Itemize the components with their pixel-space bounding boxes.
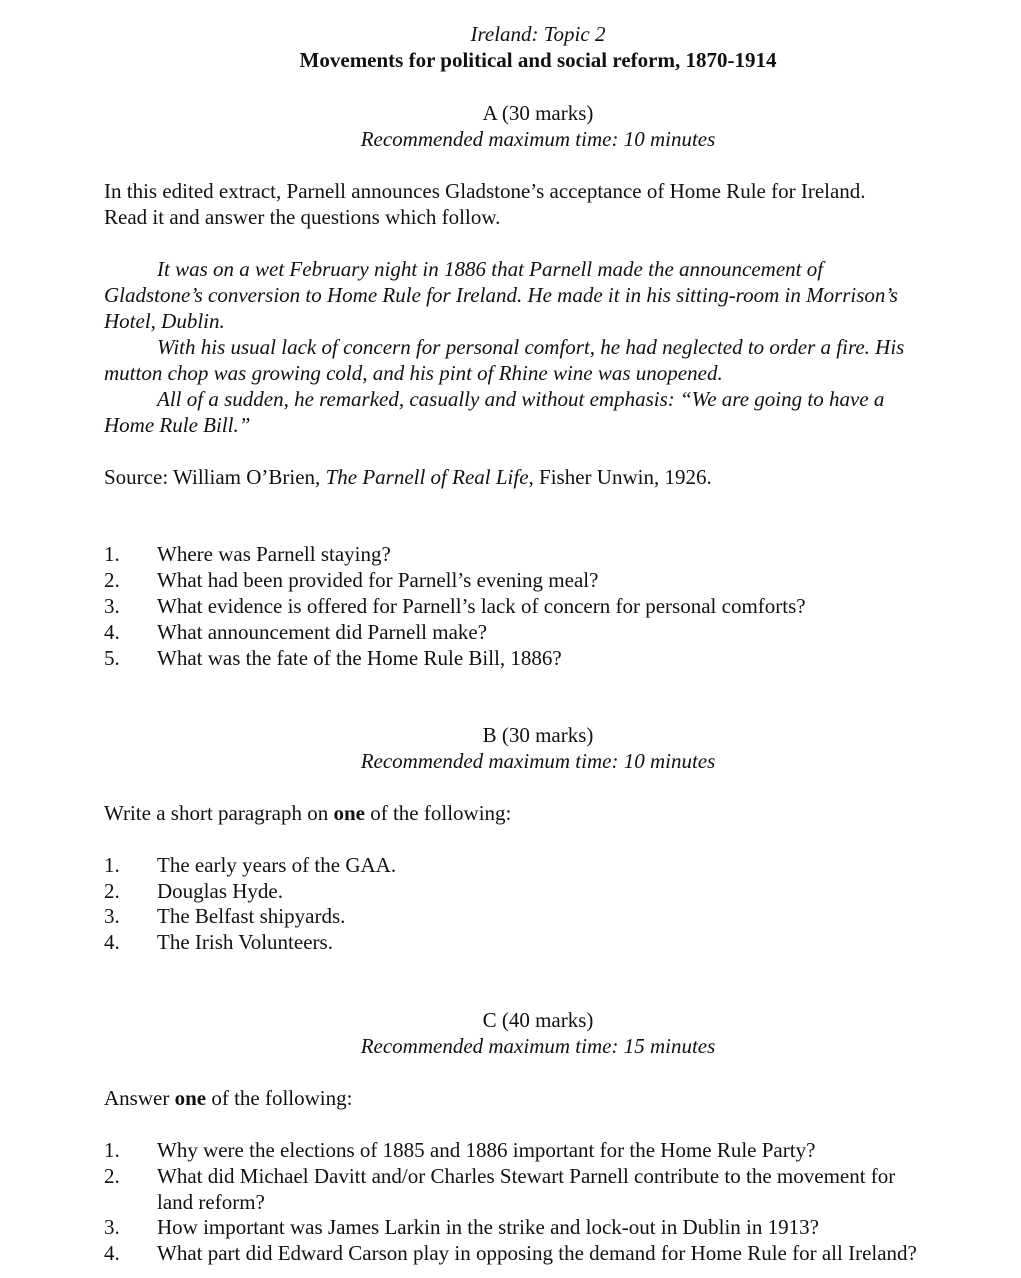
instruction-suffix: of the following: bbox=[211, 1086, 353, 1110]
item-number: 1. bbox=[104, 853, 120, 877]
source-citation bbox=[104, 465, 712, 490]
section-a-time: Recommended maximum time: 10 minutes bbox=[360, 127, 716, 151]
section-b-time: Recommended maximum time: 10 minutes bbox=[360, 749, 716, 773]
instruction-emphasis: one bbox=[333, 801, 365, 825]
page-title: Movements for political and social reform, 1870-1914 bbox=[299, 48, 777, 72]
item-number: 2. bbox=[104, 1164, 120, 1188]
question-number: 1. bbox=[104, 542, 120, 566]
section-b-heading: B (30 marks) bbox=[482, 723, 594, 747]
section-b-instruction bbox=[104, 801, 511, 826]
item-text: What part did Edward Carson play in opposing the demand for Home Rule for all Ireland? bbox=[157, 1241, 917, 1265]
topic-label: Ireland: Topic 2 bbox=[470, 22, 606, 46]
item-text: The Belfast shipyards. bbox=[157, 904, 346, 928]
extract-line: mutton chop was growing cold, and his pint of Rhine wine was unopened. bbox=[104, 361, 723, 385]
extract-line: Gladstone’s conversion to Home Rule for Ireland. He made it in his sitting-room in Morrison’s bbox=[104, 283, 898, 307]
section-c-instruction bbox=[104, 1086, 352, 1111]
item-text-continuation: land reform? bbox=[157, 1190, 265, 1214]
source-prefix: Source: William O’Brien, bbox=[104, 465, 321, 489]
section-a-intro-line2: Read it and answer the questions which follow. bbox=[104, 205, 501, 229]
extract-line: All of a sudden, he remarked, casually and without emphasis: “We are going to have a bbox=[157, 387, 885, 411]
section-c-heading: C (40 marks) bbox=[482, 1008, 594, 1032]
instruction-suffix: of the following: bbox=[370, 801, 512, 825]
source-suffix: Fisher Unwin, 1926. bbox=[539, 465, 712, 489]
item-number: 3. bbox=[104, 904, 120, 928]
question-text: What was the fate of the Home Rule Bill, 1886? bbox=[157, 646, 562, 670]
item-number: 2. bbox=[104, 879, 120, 903]
question-number: 2. bbox=[104, 568, 120, 592]
instruction-prefix: Write a short paragraph on bbox=[104, 801, 329, 825]
instruction-prefix: Answer bbox=[104, 1086, 170, 1110]
section-a-intro-line1: In this edited extract, Parnell announces Gladstone’s acceptance of Home Rule for Ireland. bbox=[104, 179, 866, 203]
instruction-emphasis: one bbox=[174, 1086, 207, 1110]
question-number: 3. bbox=[104, 594, 120, 618]
question-text: What announcement did Parnell make? bbox=[157, 620, 488, 644]
question-text: What had been provided for Parnell’s evening meal? bbox=[157, 568, 599, 592]
item-text: The early years of the GAA. bbox=[157, 853, 397, 877]
extract-line: With his usual lack of concern for personal comfort, he had neglected to order a fire. His bbox=[157, 335, 905, 359]
item-number: 3. bbox=[104, 1215, 120, 1239]
question-number: 5. bbox=[104, 646, 120, 670]
question-number: 4. bbox=[104, 620, 120, 644]
item-number: 4. bbox=[104, 930, 120, 954]
extract-line: It was on a wet February night in 1886 that Parnell made the announcement of bbox=[157, 257, 824, 281]
source-title: The Parnell of Real Life, bbox=[325, 465, 534, 489]
question-text: What evidence is offered for Parnell’s lack of concern for personal comforts? bbox=[157, 594, 806, 618]
item-text: What did Michael Davitt and/or Charles Stewart Parnell contribute to the movement for bbox=[157, 1164, 896, 1188]
item-number: 4. bbox=[104, 1241, 120, 1265]
item-text: Why were the elections of 1885 and 1886 important for the Home Rule Party? bbox=[157, 1138, 816, 1162]
section-a-heading: A (30 marks) bbox=[482, 101, 594, 125]
question-text: Where was Parnell staying? bbox=[157, 542, 391, 566]
extract-line: Home Rule Bill.” bbox=[104, 413, 251, 437]
item-text: Douglas Hyde. bbox=[157, 879, 283, 903]
extract-line: Hotel, Dublin. bbox=[104, 309, 225, 333]
section-c-time: Recommended maximum time: 15 minutes bbox=[360, 1034, 716, 1058]
item-text: The Irish Volunteers. bbox=[157, 930, 333, 954]
item-text: How important was James Larkin in the strike and lock-out in Dublin in 1913? bbox=[157, 1215, 819, 1239]
item-number: 1. bbox=[104, 1138, 120, 1162]
